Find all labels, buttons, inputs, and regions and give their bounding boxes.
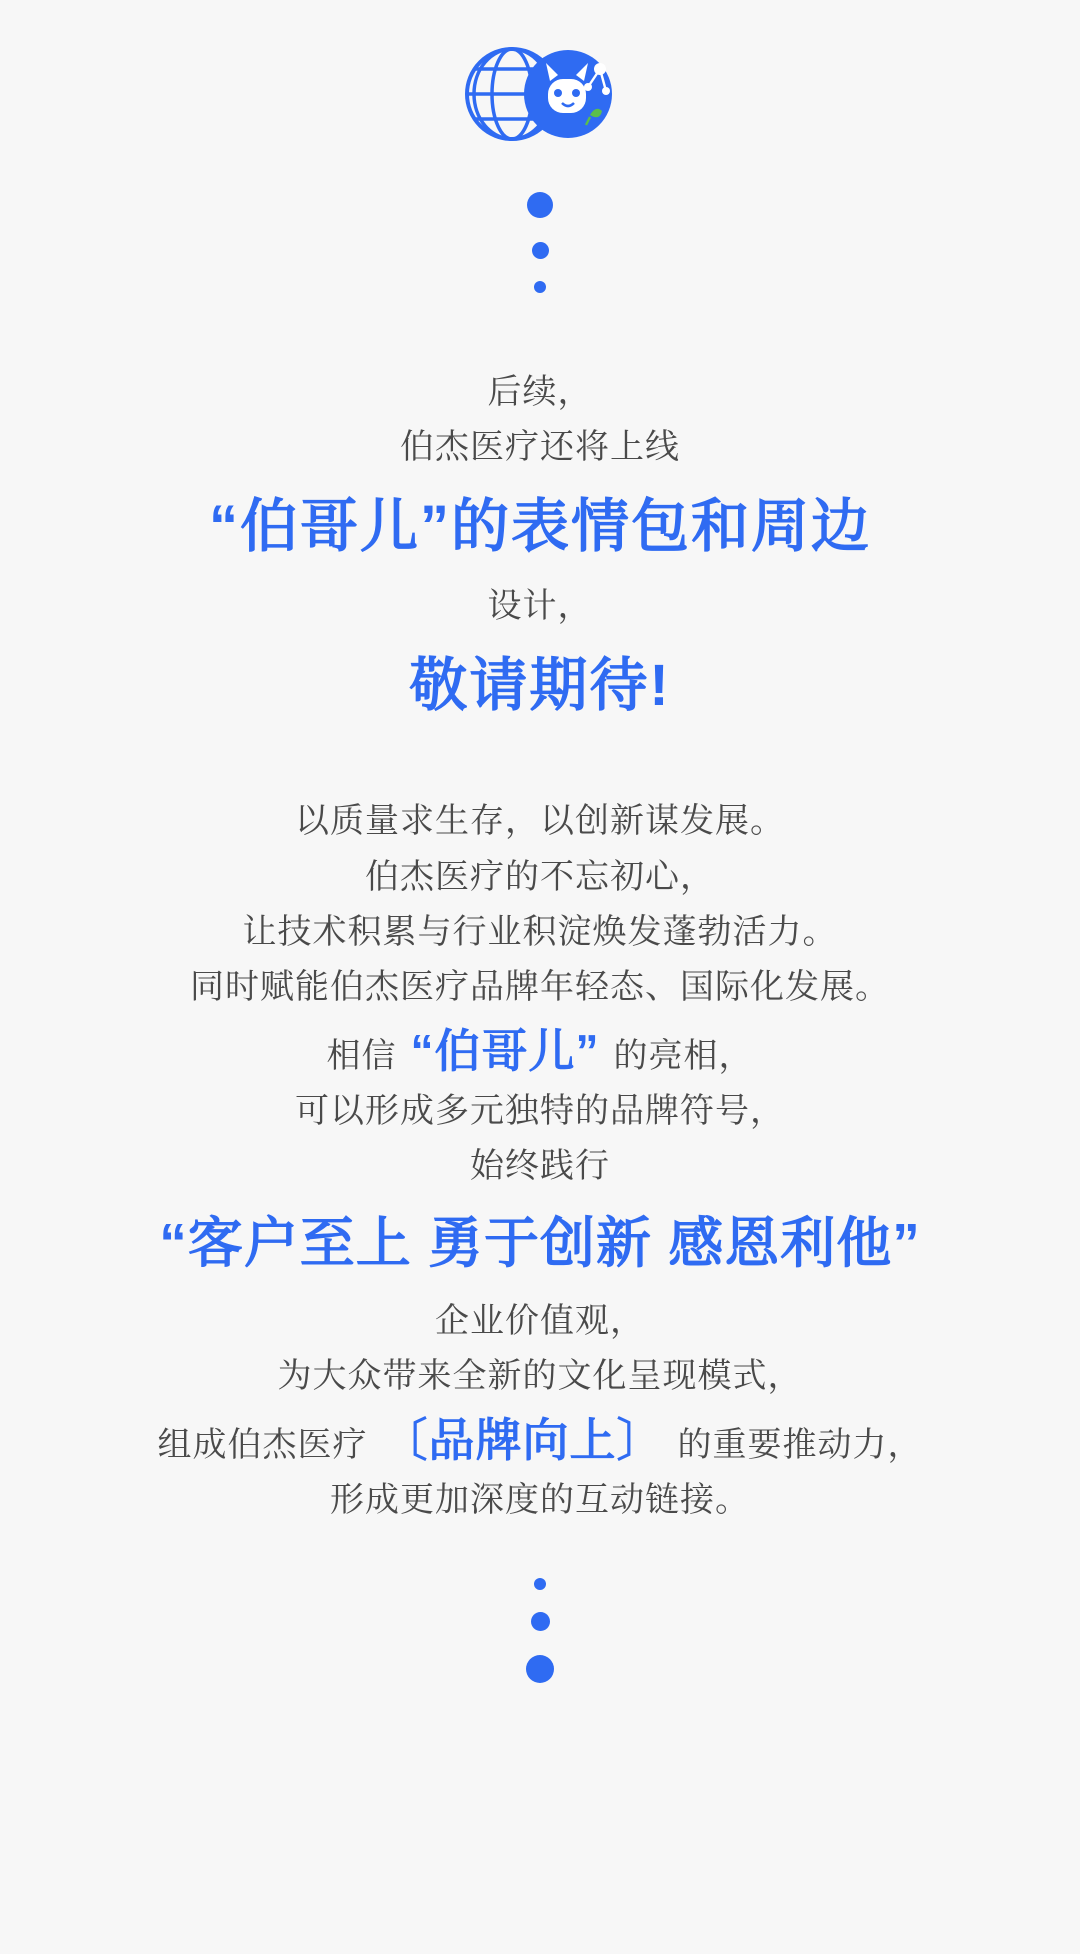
globe-mascot-logo <box>450 39 630 149</box>
line-10-prefix: 组成伯杰医疗 <box>157 1425 368 1464</box>
dot-large <box>526 1655 554 1683</box>
section-two-line-6: 可以形成多元独特的品牌符号， <box>295 1091 785 1130</box>
line-5-suffix: 的亮相， <box>613 1036 754 1075</box>
section-one-line-3: 设计， <box>487 587 593 626</box>
top-dot-chain <box>527 192 553 293</box>
section-two-line-2: 伯杰医疗的不忘初心， <box>365 857 715 896</box>
section-two-line-7: 始终践行 <box>470 1146 610 1185</box>
section-two-values-highlight: “客户至上 勇于创新 感恩利他” <box>159 1211 921 1274</box>
section-two-line-10 <box>158 1404 923 1473</box>
section-one-line-1: 后续， <box>487 373 593 411</box>
dot-small <box>534 1578 546 1590</box>
dot-small <box>534 281 546 293</box>
section-two-line-11: 形成更加深度的互动链接。 <box>330 1480 750 1519</box>
section-two-line-8: 企业价值观， <box>435 1301 645 1340</box>
line-10-suffix: 的重要推动力， <box>677 1425 923 1464</box>
section-two-line-4: 同时赋能伯杰医疗品牌年轻态、国际化发展。 <box>190 967 890 1006</box>
logo-container <box>440 34 640 154</box>
line-5-highlight: “伯哥儿” <box>410 1024 600 1077</box>
section-two-line-3: 让技术积累与行业积淀焕发蓬勃活力。 <box>242 912 838 951</box>
section-two-line-9: 为大众带来全新的文化呈现模式， <box>277 1356 803 1395</box>
dot-large <box>527 192 553 218</box>
section-two <box>0 794 1080 1528</box>
line-10-highlight: 〔品牌向上〕 <box>381 1413 664 1466</box>
dot-medium <box>532 242 549 259</box>
section-one-line-2: 伯杰医疗还将上线 <box>400 428 680 467</box>
section-one-highlight-2: 敬请期待! <box>409 653 671 719</box>
bottom-dot-chain <box>526 1578 554 1683</box>
section-two-line-1: 以质量求生存，以创新谋发展。 <box>295 802 785 841</box>
dot-medium <box>531 1612 550 1631</box>
section-one-highlight-1: “伯哥儿”的表情包和周边 <box>208 494 871 560</box>
line-5-prefix: 相信 <box>326 1036 397 1075</box>
section-one <box>0 365 1080 728</box>
section-two-line-5 <box>327 1015 754 1084</box>
